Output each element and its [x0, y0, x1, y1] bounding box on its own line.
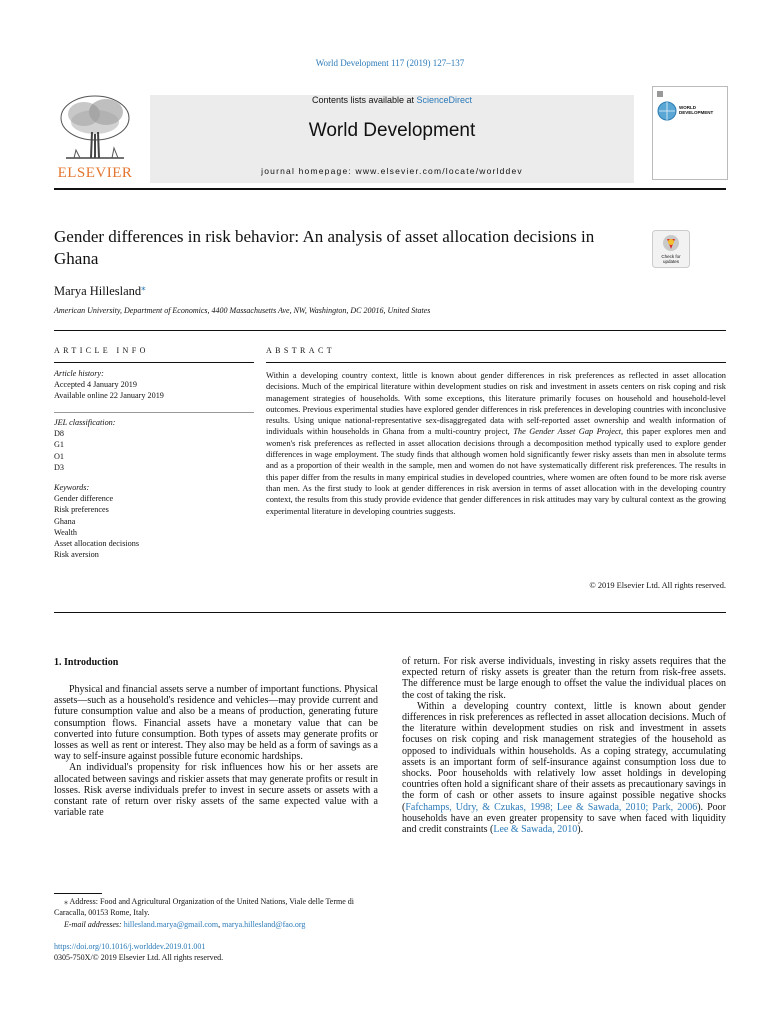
- keyword: Risk preferences: [54, 505, 109, 515]
- history-online: Available online 22 January 2019: [54, 391, 164, 401]
- email-separator: ,: [218, 920, 223, 929]
- project-name: The Gender Asset Gap Project: [513, 427, 622, 437]
- abstract-copyright: © 2019 Elsevier Ltd. All rights reserved.: [589, 581, 726, 590]
- issn-copyright: 0305-750X/© 2019 Elsevier Ltd. All rights reserved.: [54, 953, 224, 962]
- article-history-label: Article history:: [54, 369, 104, 378]
- article-title: Gender differences in risk behavior: An analysis of asset allocation decisions in Ghana: [54, 227, 595, 268]
- abstract-text: [266, 370, 726, 517]
- section-heading-introduction: 1. Introduction: [54, 657, 119, 668]
- footnote-address: [54, 896, 384, 918]
- doi-link[interactable]: https://doi.org/10.1016/j.worlddev.2019.01.001: [54, 942, 206, 951]
- footnote-emails: [54, 919, 384, 930]
- keyword: Asset allocation decisions: [54, 539, 140, 549]
- jel-code: D8: [54, 429, 65, 439]
- body-paragraph: of return. For risk averse individuals, investing in risky assets requires that the expected return of risky assets is greater than the return from risk-free assets. The difference must be large enough to offset the value the individual places on the cost of taking the risk.: [402, 656, 726, 701]
- elsevier-wordmark: ELSEVIER: [57, 165, 133, 181]
- abstract-rule: [266, 362, 726, 363]
- journal-citation[interactable]: World Development 117 (2019) 127–137: [315, 58, 465, 68]
- article-info-heading: ARTICLE INFO: [54, 346, 149, 355]
- body-text: ). Poor households have an even greater propensity to save when faced with liquidity and credit constraints (: [402, 801, 726, 836]
- author-name: [54, 282, 146, 299]
- body-paragraph: Physical and financial assets serve a number of important functions. Physical assets—such as a household's residence and vehicles—may provide current and future consumption value and also be a means of production, generating future consumption flows. Financial assets have a monetary value that can be converted into future consumption. Both types of assets may generate profits or losses as well as rent or interest. They also may be held as a form of savings as a way to self-insure against possible future economic hardships.: [54, 684, 378, 763]
- article-history: [54, 368, 254, 402]
- email-link[interactable]: hillesland.marya@gmail.com: [123, 920, 219, 929]
- body-text: Within a developing country context, little is known about gender differences in risk preferences as reflected in asset allocation decisions. Much of the literature within development studies on risk and investment in assets focuses on risk coping and risk management strategies of the household as opposed to individuals within households. As a coping strategy, accumulating assets is an important form of self-insurance against consumption loss due to shocks. Poor households with relatively low asset holdings in developing countries often hold a significant share of their assets as precautionary savings in the form of cash or other assets to insure against possible negative shocks (: [402, 700, 726, 813]
- elsevier-logo: [54, 92, 136, 164]
- citation-link[interactable]: Fafchamps, Udry, & Czukas, 1998; Lee & Sawada, 2010; Park, 2006: [405, 801, 698, 813]
- abstract-part: Within a developing country context, little is known about gender differences in risk preferences as reflected in asset allocation decisions. Much of the empirical literature within development studies on risk and investment in assets centers on risk coping and risk management strategies of households. With some exceptions, this literature primarily focuses on household and household-level outcomes. Previous experimental studies have explored gender differences in risk preferences in developing countries with inconclusive results. Using unique national-representative sex-disaggregated data with self-reported asset ownership and wealth information of individuals within households in Ghana from a multi-country project,: [266, 371, 726, 437]
- keywords: [54, 482, 254, 560]
- footnote-address-text: Address: Food and Agricultural Organization of the United Nations, Viale delle Terme di Caracalla, 00153 Rome, Italy.: [54, 897, 355, 917]
- header-rule: [54, 188, 726, 190]
- history-accepted: Accepted 4 January 2019: [54, 380, 137, 390]
- footnote-rule: [54, 893, 102, 894]
- check-for-updates-badge[interactable]: [652, 230, 690, 268]
- abstract-bottom-rule: [54, 612, 726, 613]
- jel-label: JEL classification:: [54, 418, 116, 427]
- keyword: Wealth: [54, 527, 77, 537]
- elsevier-tree-icon: [54, 92, 136, 164]
- keyword: Gender difference: [54, 494, 114, 504]
- check-for-updates-label: Check for updates: [661, 254, 681, 264]
- article-info-rule: [54, 362, 254, 363]
- journal-homepage[interactable]: journal homepage: www.elsevier.com/locate/worlddev: [261, 166, 523, 176]
- author-affiliation: American University, Department of Economics, 4400 Massachusetts Ave, NW, Washington, DC 20016, United States: [54, 306, 431, 315]
- jel-code: G1: [54, 440, 65, 450]
- journal-name: World Development: [308, 120, 476, 141]
- contents-line: [150, 95, 634, 105]
- body-paragraph: An individual's propensity for risk influences how his or her assets are allocated between savings and riskier assets that may generate profits or result in losses. Risk averse individuals prefer to invest in secure assets or assets with a constant rate of return over risky assets of the same expected value with a variable rate: [54, 762, 378, 819]
- citation-link[interactable]: Lee & Sawada, 2010: [493, 824, 578, 836]
- author-footnote-mark[interactable]: ⁎: [141, 282, 146, 292]
- jel-code: D3: [54, 462, 65, 472]
- journal-cover[interactable]: [652, 86, 728, 180]
- abstract-part: , this paper explores men and women's risk preferences as reflected in asset allocation decisions through a decomposition method typically used to explore gender differences in wage employment. The study finds that although women hold significantly fewer risky assets than men in absolute terms and as a proportion of their wealth in the sample, men and women do not have systematically different risk preferences. The results in this paper differ from the results in many empirical studies in developed countries, where women are often found to be more risk averse than men. As the first study to look at gender differences in risk aversion in terms of asset allocation with in the developing country context, the results from this study provide evidence that gender differences in risk attitudes may vary by cultural context as the growing experimental literature in developing countries suggests.: [266, 427, 726, 516]
- abstract-heading: ABSTRACT: [266, 346, 335, 355]
- contents-prefix: Contents lists available at: [311, 95, 417, 105]
- body-text: ).: [577, 824, 584, 836]
- email-link[interactable]: marya.hillesland@fao.org: [222, 920, 306, 929]
- info-separator: [54, 412, 254, 413]
- jel-classification: [54, 417, 254, 473]
- keywords-label: Keywords:: [54, 483, 90, 492]
- affiliation-rule: [54, 330, 726, 331]
- globe-icon: [653, 87, 727, 179]
- footnote-mark: ⁎: [64, 897, 68, 906]
- body-right-column: [402, 656, 726, 835]
- email-label: E-mail addresses:: [64, 920, 122, 929]
- body-paragraph: [402, 701, 726, 835]
- cover-title: WORLD DEVELOPMENT: [679, 105, 714, 115]
- author-text: Marya Hillesland: [54, 284, 142, 299]
- jel-code: O1: [54, 451, 65, 461]
- body-left-column: [54, 684, 378, 818]
- keyword: Ghana: [54, 516, 76, 526]
- sciencedirect-link[interactable]: ScienceDirect: [416, 95, 473, 105]
- keyword: Risk aversion: [54, 550, 99, 560]
